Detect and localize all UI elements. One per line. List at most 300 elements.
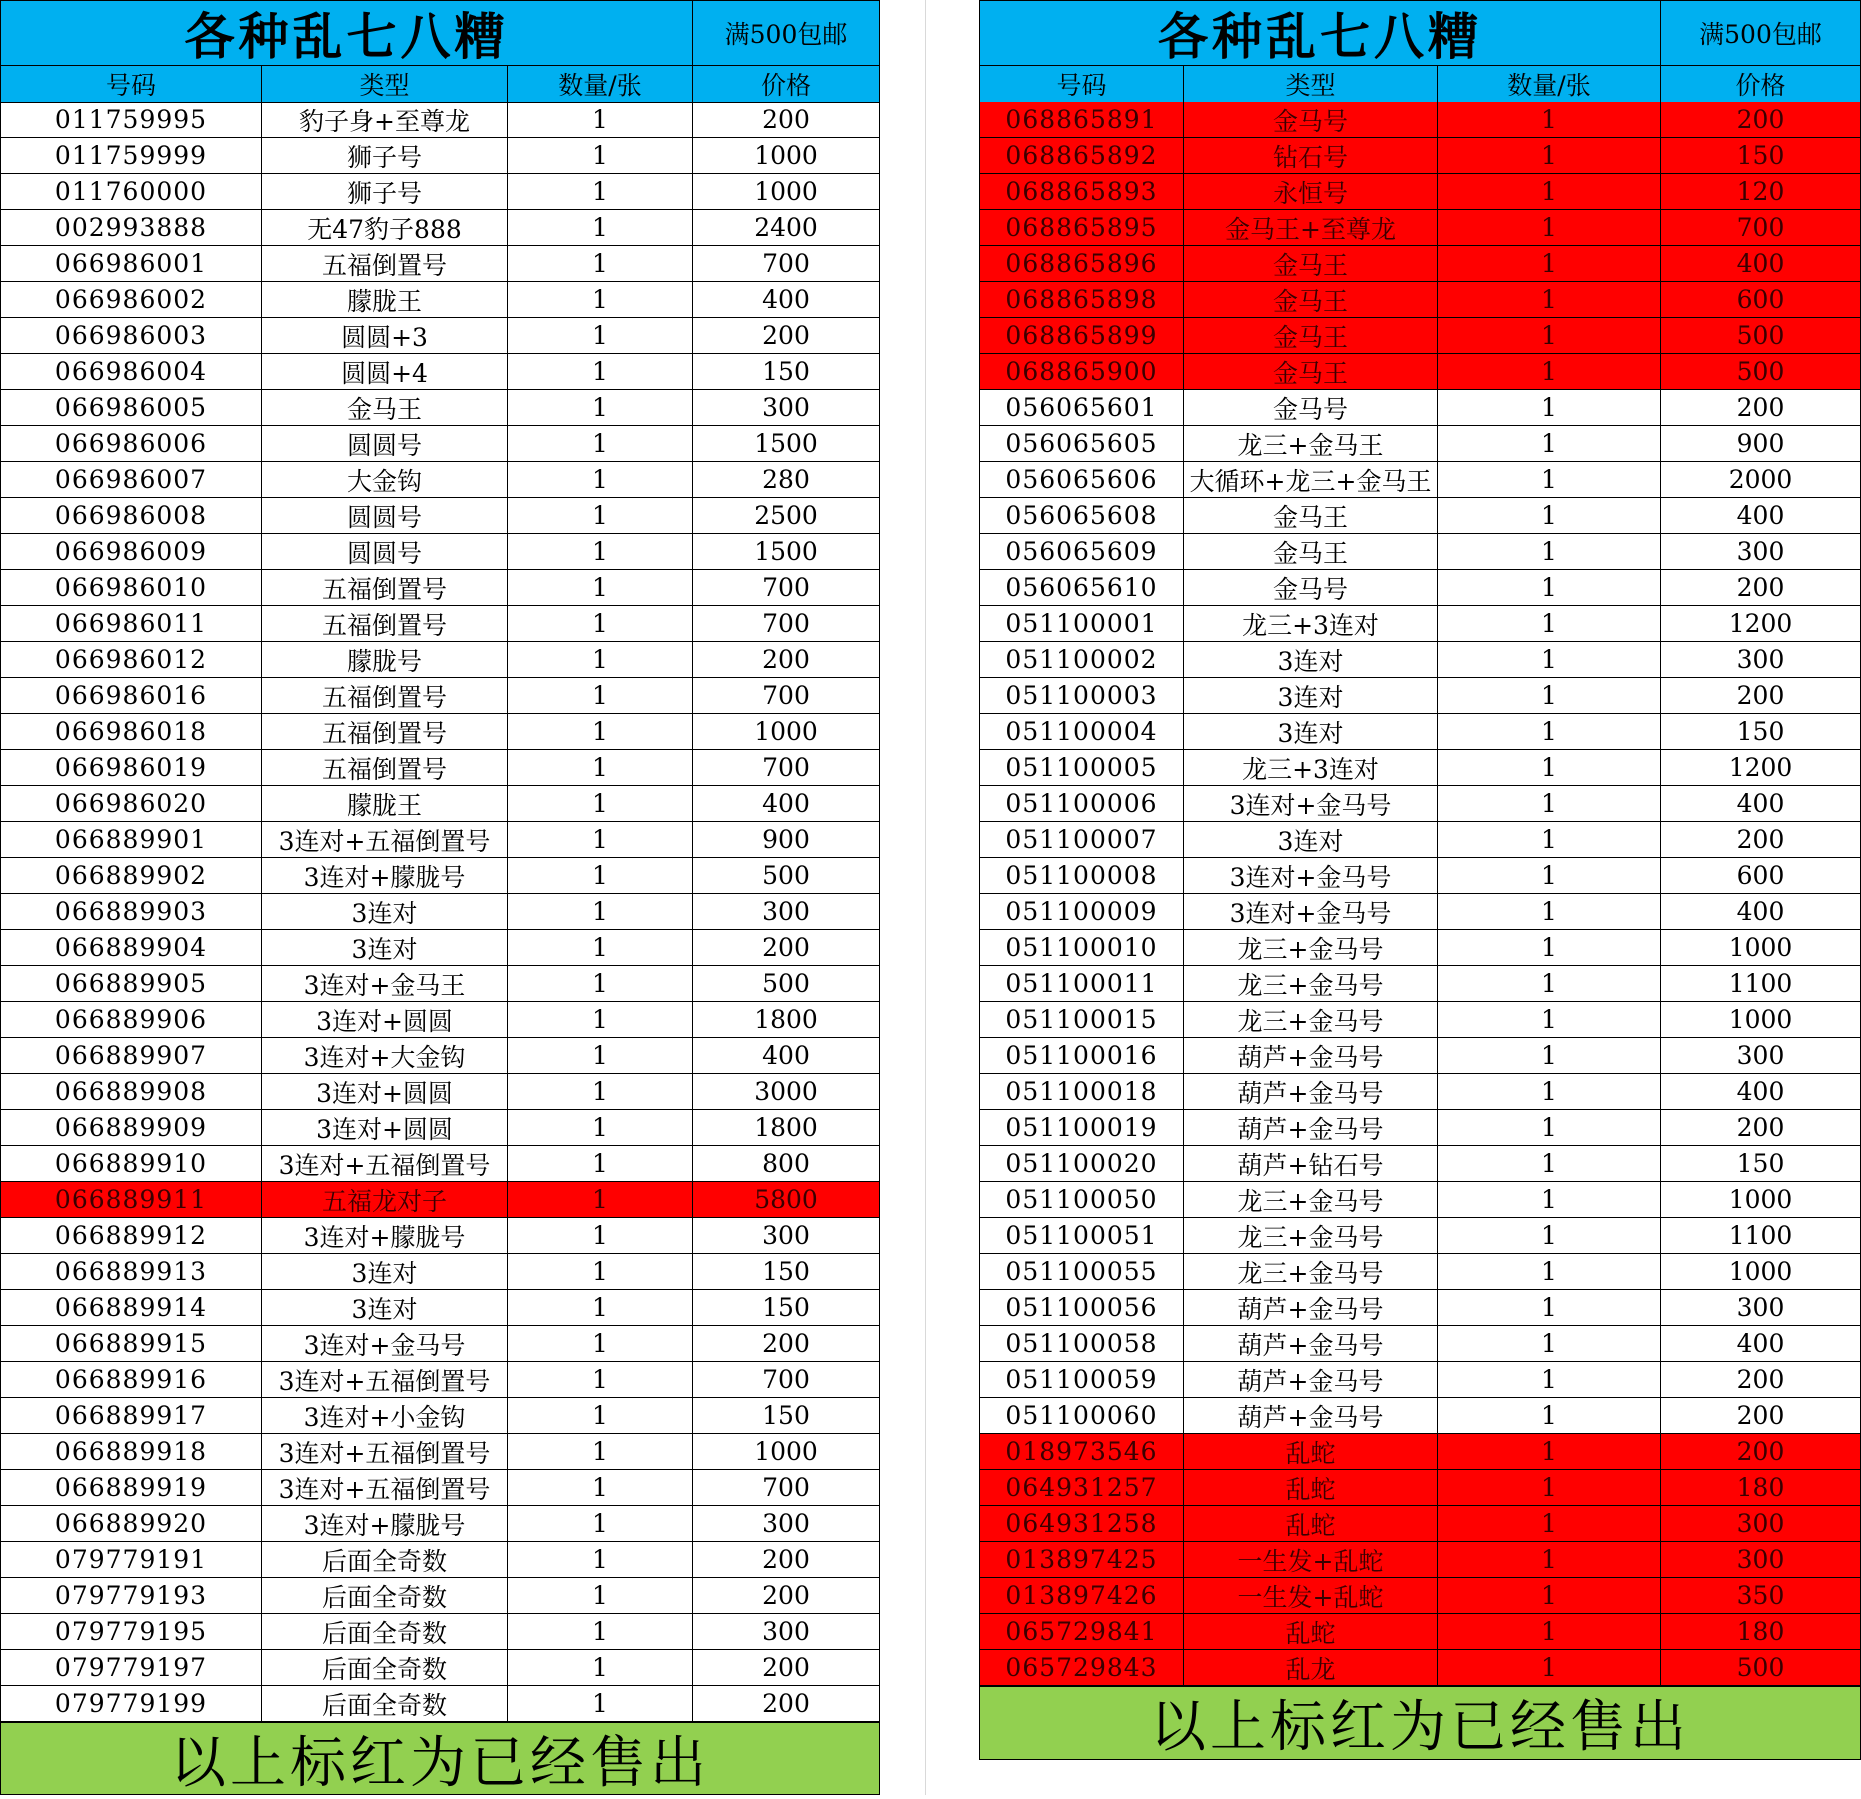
- cell-price: 300: [1661, 642, 1861, 678]
- left-table-body: [0, 102, 880, 1722]
- cell-price: 150: [1661, 1146, 1861, 1182]
- header-price: 价格: [693, 66, 880, 102]
- cell-price: 300: [693, 894, 880, 930]
- table-row: [0, 786, 880, 822]
- cell-type: 葫芦+金马号: [1184, 1110, 1438, 1146]
- cell-type: 3连对: [262, 930, 508, 966]
- cell-type: 3连对+金马号: [1184, 858, 1438, 894]
- cell-price: 700: [1661, 210, 1861, 246]
- cell-quantity: 1: [1438, 1038, 1661, 1074]
- cell-number: 066889918: [0, 1434, 262, 1470]
- table-row: [979, 390, 1861, 426]
- cell-price: 200: [1661, 102, 1861, 138]
- cell-type: 金马号: [1184, 102, 1438, 138]
- table-row: [979, 894, 1861, 930]
- cell-type: 3连对+五福倒置号: [262, 1146, 508, 1182]
- cell-type: 五福倒置号: [262, 606, 508, 642]
- header-price: 价格: [1661, 66, 1861, 102]
- cell-number: 066889901: [0, 822, 262, 858]
- cell-number: 002993888: [0, 210, 262, 246]
- cell-price: 1500: [693, 426, 880, 462]
- cell-number: 066986008: [0, 498, 262, 534]
- table-row: [979, 1506, 1861, 1542]
- cell-quantity: 1: [508, 210, 693, 246]
- cell-price: 2000: [1661, 462, 1861, 498]
- table-row: [979, 966, 1861, 1002]
- cell-type: 大金钩: [262, 462, 508, 498]
- cell-number: 066889910: [0, 1146, 262, 1182]
- cell-quantity: 1: [1438, 714, 1661, 750]
- cell-type: 葫芦+金马号: [1184, 1398, 1438, 1434]
- table-row: [979, 786, 1861, 822]
- cell-number: 066889907: [0, 1038, 262, 1074]
- cell-price: 150: [693, 354, 880, 390]
- table-row: [979, 1074, 1861, 1110]
- cell-type: 3连对+五福倒置号: [262, 822, 508, 858]
- cell-type: 3连对: [262, 1290, 508, 1326]
- cell-number: 068865891: [979, 102, 1184, 138]
- cell-number: 011759995: [0, 102, 262, 138]
- cell-price: 1200: [1661, 606, 1861, 642]
- cell-number: 066986003: [0, 318, 262, 354]
- cell-type: 乱蛇: [1184, 1470, 1438, 1506]
- cell-quantity: 1: [508, 678, 693, 714]
- cell-quantity: 1: [508, 1686, 693, 1722]
- cell-quantity: 1: [508, 1110, 693, 1146]
- cell-number: 056065601: [979, 390, 1184, 426]
- table-row: [979, 1218, 1861, 1254]
- cell-number: 066889909: [0, 1110, 262, 1146]
- cell-quantity: 1: [508, 1326, 693, 1362]
- cell-number: 068865895: [979, 210, 1184, 246]
- cell-number: 051100020: [979, 1146, 1184, 1182]
- table-row: [979, 1434, 1861, 1470]
- header-type: 类型: [1184, 66, 1438, 102]
- cell-type: 3连对+金马王: [262, 966, 508, 1002]
- cell-type: 3连对+金马号: [1184, 786, 1438, 822]
- cell-quantity: 1: [1438, 138, 1661, 174]
- cell-type: 乱蛇: [1184, 1506, 1438, 1542]
- cell-quantity: 1: [1438, 318, 1661, 354]
- cell-price: 180: [1661, 1470, 1861, 1506]
- cell-quantity: 1: [1438, 210, 1661, 246]
- cell-price: 180: [1661, 1614, 1861, 1650]
- cell-price: 300: [693, 390, 880, 426]
- cell-type: 狮子号: [262, 174, 508, 210]
- cell-type: 金马王: [1184, 246, 1438, 282]
- cell-type: 五福龙对子: [262, 1182, 508, 1218]
- cell-type: 3连对+圆圆: [262, 1110, 508, 1146]
- cell-number: 051100050: [979, 1182, 1184, 1218]
- cell-number: 018973546: [979, 1434, 1184, 1470]
- cell-quantity: 1: [508, 786, 693, 822]
- cell-quantity: 1: [1438, 498, 1661, 534]
- cell-number: 068865892: [979, 138, 1184, 174]
- table-row: [0, 1434, 880, 1470]
- table-row: [0, 966, 880, 1002]
- cell-price: 200: [1661, 678, 1861, 714]
- cell-number: 051100015: [979, 1002, 1184, 1038]
- table-row: [979, 102, 1861, 138]
- cell-quantity: 1: [1438, 534, 1661, 570]
- cell-price: 700: [693, 750, 880, 786]
- cell-type: 3连对: [1184, 714, 1438, 750]
- table-row: [979, 858, 1861, 894]
- cell-price: 200: [693, 930, 880, 966]
- cell-price: 700: [693, 1362, 880, 1398]
- table-row: [0, 1578, 880, 1614]
- cell-type: 葫芦+金马号: [1184, 1290, 1438, 1326]
- table-row: [979, 318, 1861, 354]
- cell-number: 051100018: [979, 1074, 1184, 1110]
- cell-type: 3连对: [1184, 678, 1438, 714]
- table-row: [0, 930, 880, 966]
- cell-number: 013897426: [979, 1578, 1184, 1614]
- cell-quantity: 1: [1438, 858, 1661, 894]
- cell-number: 051100019: [979, 1110, 1184, 1146]
- cell-type: 圆圆+4: [262, 354, 508, 390]
- cell-price: 400: [693, 786, 880, 822]
- table-row: [0, 570, 880, 606]
- cell-quantity: 1: [1438, 390, 1661, 426]
- table-row: [979, 498, 1861, 534]
- cell-quantity: 1: [1438, 1650, 1661, 1686]
- cell-number: 066986005: [0, 390, 262, 426]
- cell-price: 200: [1661, 1110, 1861, 1146]
- cell-quantity: 1: [508, 174, 693, 210]
- table-row: [979, 1110, 1861, 1146]
- cell-type: 龙三+金马号: [1184, 966, 1438, 1002]
- cell-quantity: 1: [508, 1290, 693, 1326]
- right-table-body: [979, 102, 1861, 1686]
- cell-type: 葫芦+金马号: [1184, 1038, 1438, 1074]
- cell-quantity: 1: [508, 1038, 693, 1074]
- cell-number: 011759999: [0, 138, 262, 174]
- table-row: [979, 138, 1861, 174]
- left-column-headers: [0, 66, 880, 103]
- cell-number: 066889913: [0, 1254, 262, 1290]
- table-row: [0, 1038, 880, 1074]
- cell-number: 066986020: [0, 786, 262, 822]
- cell-type: 3连对+大金钩: [262, 1038, 508, 1074]
- table-row: [979, 534, 1861, 570]
- table-row: [0, 426, 880, 462]
- cell-quantity: 1: [1438, 1182, 1661, 1218]
- cell-type: 无47豹子888: [262, 210, 508, 246]
- cell-quantity: 1: [508, 1614, 693, 1650]
- cell-number: 066986006: [0, 426, 262, 462]
- table-row: [979, 678, 1861, 714]
- cell-quantity: 1: [508, 390, 693, 426]
- table-row: [0, 1218, 880, 1254]
- cell-quantity: 1: [1438, 1326, 1661, 1362]
- cell-type: 永恒号: [1184, 174, 1438, 210]
- cell-price: 200: [693, 1542, 880, 1578]
- cell-type: 3连对+五福倒置号: [262, 1362, 508, 1398]
- cell-quantity: 1: [508, 138, 693, 174]
- cell-price: 600: [1661, 282, 1861, 318]
- table-row: [979, 1578, 1861, 1614]
- cell-quantity: 1: [1438, 1254, 1661, 1290]
- cell-price: 200: [1661, 570, 1861, 606]
- table-row: [979, 426, 1861, 462]
- cell-quantity: 1: [508, 318, 693, 354]
- cell-quantity: 1: [1438, 1542, 1661, 1578]
- cell-number: 079779199: [0, 1686, 262, 1722]
- cell-type: 乱蛇: [1184, 1434, 1438, 1470]
- cell-price: 300: [693, 1614, 880, 1650]
- table-row: [979, 1146, 1861, 1182]
- cell-type: 葫芦+金马号: [1184, 1074, 1438, 1110]
- right-shipping-note: 满500包邮: [1661, 0, 1861, 66]
- cell-quantity: 1: [508, 1506, 693, 1542]
- cell-number: 068865900: [979, 354, 1184, 390]
- header-type: 类型: [262, 66, 508, 102]
- cell-price: 400: [693, 282, 880, 318]
- cell-type: 金马号: [1184, 390, 1438, 426]
- cell-price: 1000: [693, 1434, 880, 1470]
- cell-number: 079779191: [0, 1542, 262, 1578]
- cell-quantity: 1: [1438, 1290, 1661, 1326]
- cell-type: 五福倒置号: [262, 678, 508, 714]
- cell-number: 068865896: [979, 246, 1184, 282]
- cell-quantity: 1: [1438, 894, 1661, 930]
- table-row: [0, 1542, 880, 1578]
- cell-number: 066889908: [0, 1074, 262, 1110]
- cell-number: 051100004: [979, 714, 1184, 750]
- cell-price: 1000: [693, 138, 880, 174]
- cell-quantity: 1: [1438, 1362, 1661, 1398]
- table-row: [979, 1290, 1861, 1326]
- cell-type: 龙三+金马号: [1184, 1218, 1438, 1254]
- cell-price: 1000: [1661, 1002, 1861, 1038]
- cell-number: 066889905: [0, 966, 262, 1002]
- table-row: [0, 1362, 880, 1398]
- cell-price: 200: [1661, 822, 1861, 858]
- cell-type: 龙三+金马号: [1184, 930, 1438, 966]
- cell-price: 1000: [693, 714, 880, 750]
- cell-quantity: 1: [508, 282, 693, 318]
- cell-quantity: 1: [508, 750, 693, 786]
- cell-quantity: 1: [1438, 1218, 1661, 1254]
- cell-quantity: 1: [1438, 1110, 1661, 1146]
- cell-quantity: 1: [508, 822, 693, 858]
- cell-type: 3连对: [262, 894, 508, 930]
- cell-type: 朦胧王: [262, 786, 508, 822]
- cell-price: 200: [1661, 1362, 1861, 1398]
- cell-type: 朦胧王: [262, 282, 508, 318]
- cell-type: 钻石号: [1184, 138, 1438, 174]
- table-row: [979, 1002, 1861, 1038]
- table-row: [0, 642, 880, 678]
- cell-price: 700: [693, 606, 880, 642]
- cell-quantity: 1: [508, 1146, 693, 1182]
- table-row: [0, 1182, 880, 1218]
- cell-price: 400: [1661, 786, 1861, 822]
- cell-number: 066986011: [0, 606, 262, 642]
- cell-price: 900: [1661, 426, 1861, 462]
- cell-price: 900: [693, 822, 880, 858]
- table-row: [979, 714, 1861, 750]
- cell-quantity: 1: [508, 966, 693, 1002]
- cell-quantity: 1: [1438, 1470, 1661, 1506]
- cell-quantity: 1: [1438, 822, 1661, 858]
- table-row: [0, 1506, 880, 1542]
- cell-number: 066889920: [0, 1506, 262, 1542]
- cell-number: 066889915: [0, 1326, 262, 1362]
- cell-price: 5800: [693, 1182, 880, 1218]
- left-shipping-note: 满500包邮: [693, 0, 880, 66]
- cell-price: 200: [1661, 1398, 1861, 1434]
- cell-number: 066986019: [0, 750, 262, 786]
- table-row: [979, 606, 1861, 642]
- cell-price: 300: [1661, 1542, 1861, 1578]
- table-row: [0, 462, 880, 498]
- cell-number: 068865898: [979, 282, 1184, 318]
- table-row: [0, 1614, 880, 1650]
- table-row: [0, 1470, 880, 1506]
- cell-type: 龙三+3连对: [1184, 750, 1438, 786]
- cell-number: 079779197: [0, 1650, 262, 1686]
- cell-number: 051100005: [979, 750, 1184, 786]
- cell-quantity: 1: [508, 1074, 693, 1110]
- table-row: [979, 282, 1861, 318]
- cell-type: 3连对+小金钩: [262, 1398, 508, 1434]
- cell-number: 051100011: [979, 966, 1184, 1002]
- cell-type: 3连对+金马号: [1184, 894, 1438, 930]
- cell-number: 066889903: [0, 894, 262, 930]
- cell-price: 500: [1661, 1650, 1861, 1686]
- cell-price: 400: [693, 1038, 880, 1074]
- table-row: [979, 1362, 1861, 1398]
- cell-number: 051100060: [979, 1398, 1184, 1434]
- cell-number: 066889911: [0, 1182, 262, 1218]
- cell-number: 066889912: [0, 1218, 262, 1254]
- cell-quantity: 1: [508, 1578, 693, 1614]
- cell-quantity: 1: [1438, 1398, 1661, 1434]
- sheet-gridline: [925, 0, 926, 1795]
- cell-quantity: 1: [508, 1542, 693, 1578]
- cell-price: 600: [1661, 858, 1861, 894]
- cell-price: 300: [1661, 1290, 1861, 1326]
- cell-quantity: 1: [508, 1218, 693, 1254]
- cell-price: 200: [693, 1326, 880, 1362]
- cell-quantity: 1: [508, 930, 693, 966]
- cell-number: 056065608: [979, 498, 1184, 534]
- cell-type: 3连对+朦胧号: [262, 858, 508, 894]
- cell-number: 066986012: [0, 642, 262, 678]
- cell-number: 066986010: [0, 570, 262, 606]
- cell-quantity: 1: [1438, 1578, 1661, 1614]
- cell-type: 五福倒置号: [262, 714, 508, 750]
- cell-quantity: 1: [508, 606, 693, 642]
- table-row: [0, 102, 880, 138]
- cell-price: 350: [1661, 1578, 1861, 1614]
- cell-type: 葫芦+金马号: [1184, 1362, 1438, 1398]
- cell-type: 金马王+至尊龙: [1184, 210, 1438, 246]
- table-row: [979, 462, 1861, 498]
- cell-quantity: 1: [1438, 606, 1661, 642]
- cell-quantity: 1: [508, 894, 693, 930]
- cell-quantity: 1: [508, 426, 693, 462]
- header-quantity: 数量/张: [508, 66, 693, 102]
- cell-number: 068865893: [979, 174, 1184, 210]
- cell-price: 1800: [693, 1110, 880, 1146]
- table-row: [0, 1686, 880, 1722]
- cell-number: 066889902: [0, 858, 262, 894]
- table-row: [0, 750, 880, 786]
- cell-price: 500: [1661, 318, 1861, 354]
- cell-type: 金马王: [1184, 282, 1438, 318]
- cell-price: 1100: [1661, 1218, 1861, 1254]
- table-row: [979, 1182, 1861, 1218]
- cell-quantity: 1: [508, 246, 693, 282]
- cell-type: 圆圆号: [262, 534, 508, 570]
- table-row: [0, 1650, 880, 1686]
- cell-type: 3连对+圆圆: [262, 1074, 508, 1110]
- cell-quantity: 1: [508, 1254, 693, 1290]
- cell-number: 079779195: [0, 1614, 262, 1650]
- cell-type: 金马王: [262, 390, 508, 426]
- header-number: 号码: [979, 66, 1184, 102]
- cell-number: 066986002: [0, 282, 262, 318]
- cell-price: 700: [693, 678, 880, 714]
- cell-quantity: 1: [1438, 966, 1661, 1002]
- cell-quantity: 1: [508, 1182, 693, 1218]
- cell-number: 068865899: [979, 318, 1184, 354]
- cell-price: 2500: [693, 498, 880, 534]
- cell-price: 300: [1661, 534, 1861, 570]
- cell-number: 051100002: [979, 642, 1184, 678]
- cell-quantity: 1: [1438, 102, 1661, 138]
- header-quantity: 数量/张: [1438, 66, 1661, 102]
- cell-number: 066986007: [0, 462, 262, 498]
- table-row: [0, 318, 880, 354]
- cell-type: 葫芦+金马号: [1184, 1326, 1438, 1362]
- cell-quantity: 1: [1438, 1002, 1661, 1038]
- cell-price: 280: [693, 462, 880, 498]
- cell-quantity: 1: [1438, 1146, 1661, 1182]
- cell-quantity: 1: [1438, 570, 1661, 606]
- cell-type: 圆圆号: [262, 426, 508, 462]
- cell-type: 狮子号: [262, 138, 508, 174]
- cell-price: 1800: [693, 1002, 880, 1038]
- cell-price: 200: [693, 102, 880, 138]
- cell-type: 3连对+朦胧号: [262, 1506, 508, 1542]
- cell-type: 乱龙: [1184, 1650, 1438, 1686]
- table-row: [979, 930, 1861, 966]
- cell-quantity: 1: [508, 1650, 693, 1686]
- cell-type: 金马王: [1184, 534, 1438, 570]
- cell-type: 3连对+五福倒置号: [262, 1434, 508, 1470]
- cell-type: 3连对: [1184, 642, 1438, 678]
- header-number: 号码: [0, 66, 262, 102]
- cell-number: 066986009: [0, 534, 262, 570]
- cell-price: 200: [693, 1578, 880, 1614]
- cell-type: 后面全奇数: [262, 1614, 508, 1650]
- table-row: [979, 174, 1861, 210]
- table-row: [979, 1650, 1861, 1686]
- cell-number: 066889906: [0, 1002, 262, 1038]
- cell-number: 066889904: [0, 930, 262, 966]
- cell-price: 300: [1661, 1038, 1861, 1074]
- cell-price: 150: [693, 1398, 880, 1434]
- cell-type: 金马王: [1184, 354, 1438, 390]
- cell-type: 3连对+圆圆: [262, 1002, 508, 1038]
- table-row: [0, 534, 880, 570]
- cell-price: 150: [693, 1290, 880, 1326]
- cell-type: 五福倒置号: [262, 246, 508, 282]
